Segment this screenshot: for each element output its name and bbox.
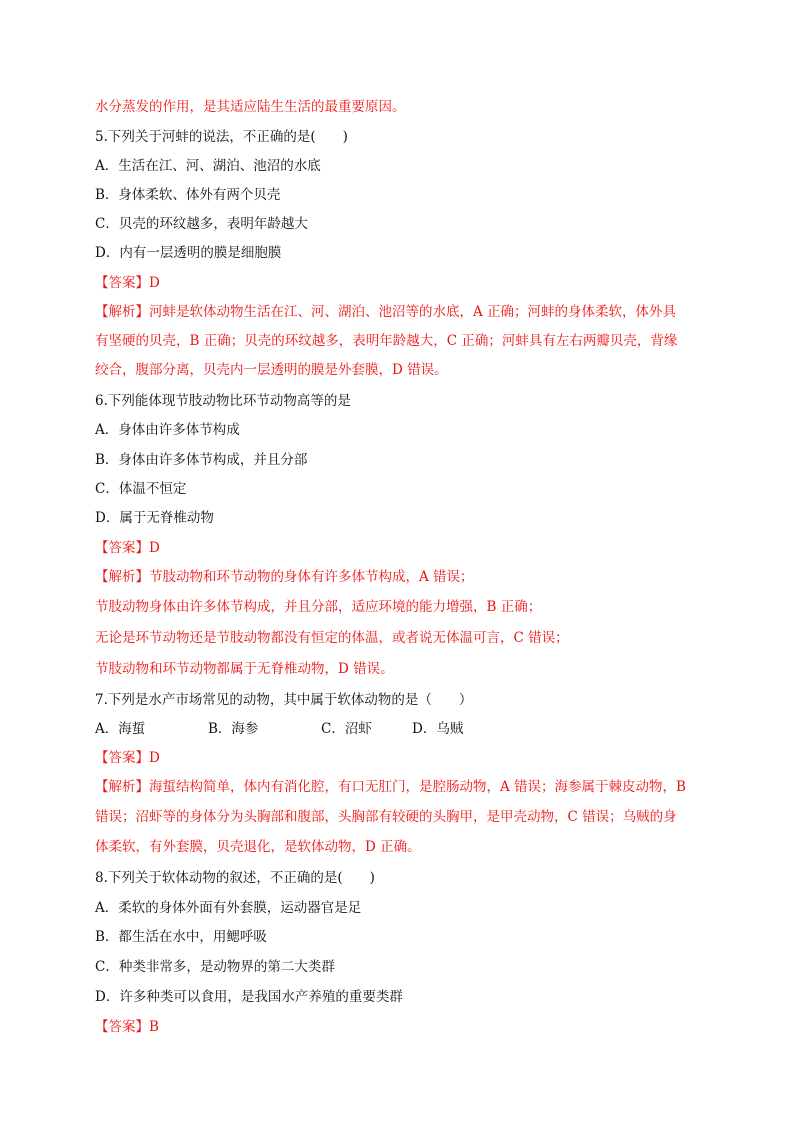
q5-analysis-line-3: 绞合，腹部分离，贝壳内一层透明的膜是外套膜，D 错误。 [95, 362, 448, 378]
q7-answer: 【答案】D [95, 750, 160, 766]
q7-analysis-line-1: 【解析】海蜇结构简单，体内有消化腔，有口无肛门，是腔肠动物，A 错误；海参属于棘皮动物，B [95, 779, 686, 795]
question-5: 5.下列关于河蚌的说法，不正确的是( ) [95, 129, 348, 145]
q7-analysis-line-2: 错误；沼虾等的身体分为头胸部和腹部，头胸部有较硬的头胸甲，是甲壳动物，C 错误；乌贼的身 [95, 809, 677, 825]
q5-option-d: D．内有一层透明的膜是细胞膜 [95, 245, 282, 261]
q5-option-c: C．贝壳的环纹越多，表明年龄越大 [95, 216, 308, 232]
question-6: 6.下列能体现节肢动物比环节动物高等的是 [95, 393, 351, 409]
q5-answer: 【答案】D [95, 275, 160, 291]
q6-option-b: B．身体由许多体节构成，并且分部 [95, 452, 308, 468]
q5-option-a: A．生活在江、河、湖泊、池沼的水底 [95, 158, 321, 174]
analysis-continuation: 水分蒸发的作用，是其适应陆生生活的最重要原因。 [95, 99, 406, 115]
q8-option-b: B．都生活在水中，用鳃呼吸 [95, 929, 267, 945]
q6-option-a: A．身体由许多体节构成 [95, 422, 240, 438]
q7-option-b: B．海参 [208, 721, 259, 737]
q7-option-a: A．海蜇 [95, 721, 146, 737]
q6-option-c: C．体温不恒定 [95, 481, 187, 497]
q5-analysis-line-1: 【解析】河蚌是软体动物生活在江、河、湖泊、池沼等的水底，A 正确；河蚌的身体柔软，体外具 [95, 304, 677, 320]
q6-analysis-line-1: 【解析】节肢动物和环节动物的身体有许多体节构成，A 错误； [95, 569, 474, 585]
q5-analysis-line-2: 有坚硬的贝壳，B 正确；贝壳的环纹越多，表明年龄越大，C 正确；河蚌具有左右两瓣贝壳，背缘 [95, 333, 678, 349]
q7-option-d: D．乌贼 [412, 721, 464, 737]
q8-option-c: C．种类非常多，是动物界的第二大类群 [95, 959, 335, 975]
q8-answer: 【答案】B [95, 1019, 159, 1035]
q8-option-a: A．柔软的身体外面有外套膜，运动器官是足 [95, 900, 362, 916]
q8-option-d: D．许多种类可以食用，是我国水产养殖的重要类群 [95, 989, 403, 1005]
q7-analysis-line-3: 体柔软，有外套膜，贝壳退化，是软体动物，D 正确。 [95, 839, 421, 855]
question-7: 7.下列是水产市场常见的动物，其中属于软体动物的是（ ） [95, 692, 473, 708]
q6-analysis-line-2: 节肢动物身体由许多体节构成，并且分部，适应环境的能力增强，B 正确； [95, 599, 542, 615]
q5-option-b: B．身体柔软、体外有两个贝壳 [95, 187, 281, 203]
question-8: 8.下列关于软体动物的叙述，不正确的是( ) [95, 870, 375, 886]
q6-option-d: D．属于无脊椎动物 [95, 510, 214, 526]
q6-answer: 【答案】D [95, 540, 160, 556]
q6-analysis-line-3: 无论是环节动物还是节肢动物都没有恒定的体温，或者说无体温可言，C 错误； [95, 630, 569, 646]
q7-option-c: C．沼虾 [321, 721, 372, 737]
q6-analysis-line-4: 节肢动物和环节动物都属于无脊椎动物，D 错误。 [95, 661, 394, 677]
